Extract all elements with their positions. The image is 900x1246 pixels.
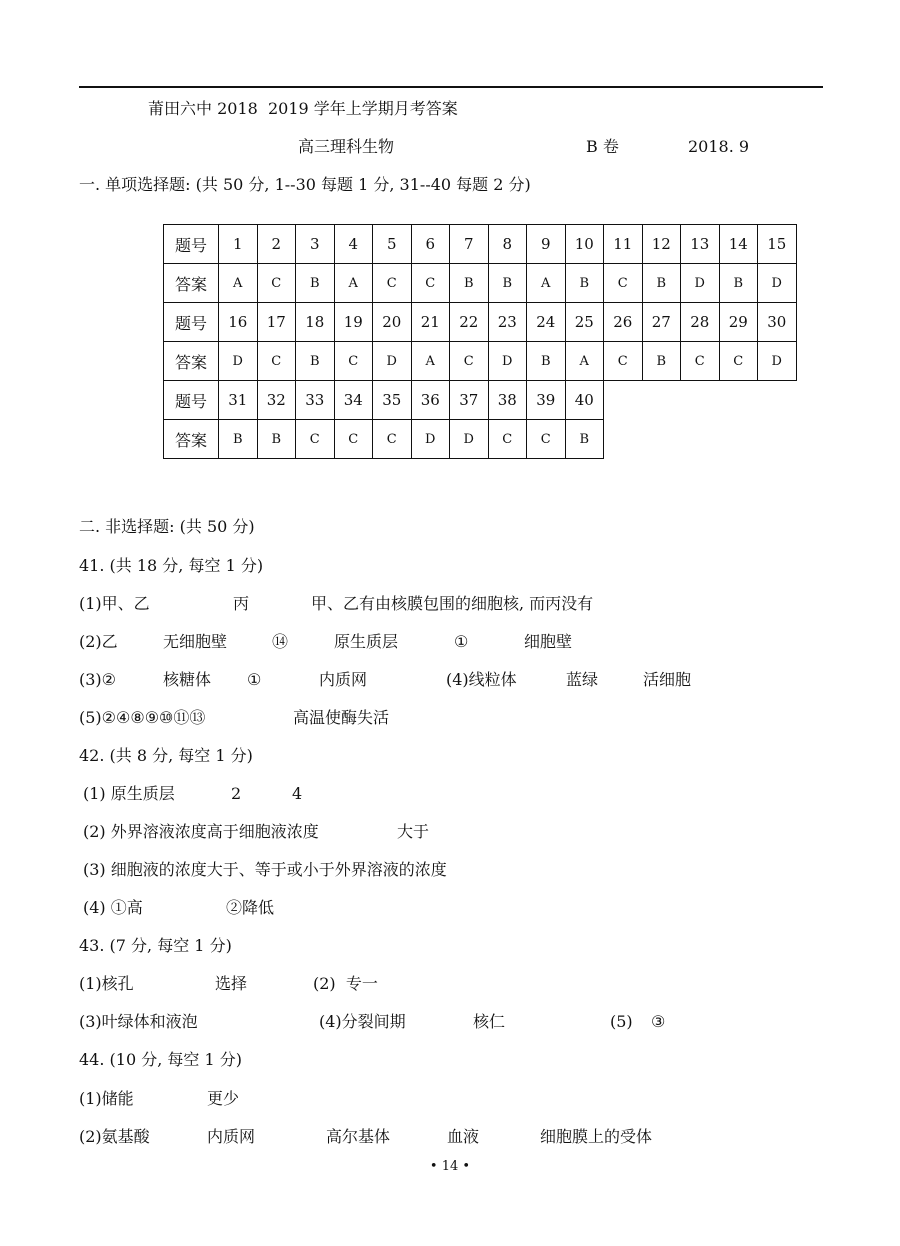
empty-cell [681, 420, 720, 459]
question-number-cell: 11 [604, 225, 643, 264]
answer-letter-cell: C [257, 342, 296, 381]
answer-letter-cell: B [642, 342, 681, 381]
answer-letter-cell: C [334, 342, 373, 381]
question-number-cell: 32 [257, 381, 296, 420]
answer-letter-cell: D [681, 264, 720, 303]
q42-answer-4a: (4) ①高 [83, 898, 143, 917]
answer-row [164, 342, 797, 381]
question-number-cell: 25 [565, 303, 604, 342]
q41-answer-1c: 甲、乙有由核膜包围的细胞核, 而丙没有 [311, 594, 594, 613]
document-title: 莆田六中 2018 2019 学年上学期月考答案 [148, 99, 458, 118]
row-label-question: 题号 [164, 225, 219, 264]
q43-answer-2: (2) 专一 [313, 974, 378, 993]
question-number-cell: 20 [373, 303, 412, 342]
q44-answer-2e: 细胞膜上的受体 [540, 1127, 653, 1146]
q41-answer-2c: ⑭ [272, 632, 289, 651]
answer-letter-cell: B [219, 420, 258, 459]
answer-letter-cell: B [488, 264, 527, 303]
answer-letter-cell: C [257, 264, 296, 303]
q43-heading: 43. (7 分, 每空 1 分) [79, 936, 232, 955]
answer-letter-cell: C [604, 264, 643, 303]
q42-heading: 42. (共 8 分, 每空 1 分) [79, 746, 253, 765]
answer-letter-cell: A [565, 342, 604, 381]
question-number-cell: 6 [411, 225, 450, 264]
answer-letter-cell: C [450, 342, 489, 381]
question-number-cell: 26 [604, 303, 643, 342]
empty-cell [604, 381, 643, 420]
q43-answer-5: ③ [651, 1012, 666, 1031]
q43-answer-5-label: (5) [610, 1012, 633, 1031]
q44-answer-2a: (2)氨基酸 [79, 1127, 150, 1146]
question-number-cell: 16 [219, 303, 258, 342]
question-number-cell: 7 [450, 225, 489, 264]
q42-answer-3: (3) 细胞液的浓度大于、等于或小于外界溶液的浓度 [83, 860, 447, 879]
q41-answer-2e: ① [454, 632, 469, 651]
question-number-cell: 12 [642, 225, 681, 264]
question-number-row [164, 381, 797, 420]
row-label-answer: 答案 [164, 342, 219, 381]
q44-answer-2b: 内质网 [207, 1127, 256, 1146]
question-number-cell: 29 [719, 303, 758, 342]
q42-answer-1a: (1) 原生质层 [83, 784, 175, 803]
question-number-cell: 36 [411, 381, 450, 420]
q43-answer-1a: (1)核孔 [79, 974, 134, 993]
answer-letter-cell: D [450, 420, 489, 459]
empty-cell [758, 381, 797, 420]
q44-answer-2c: 高尔基体 [326, 1127, 391, 1146]
question-number-cell: 15 [758, 225, 797, 264]
answer-letter-cell: D [373, 342, 412, 381]
section1-heading: 一. 单项选择题: (共 50 分, 1--30 每题 1 分, 31--40 每题 2 分) [79, 175, 531, 194]
answer-table [163, 224, 797, 459]
question-number-cell: 27 [642, 303, 681, 342]
question-number-cell: 30 [758, 303, 797, 342]
q41-answer-2f: 细胞壁 [524, 632, 573, 651]
answer-letter-cell: B [296, 342, 335, 381]
q44-answer-1a: (1)储能 [79, 1089, 134, 1108]
row-label-answer: 答案 [164, 264, 219, 303]
answer-letter-cell: D [411, 420, 450, 459]
empty-cell [719, 381, 758, 420]
question-number-cell: 9 [527, 225, 566, 264]
q41-answer-4c: 活细胞 [643, 670, 692, 689]
q43-answer-1b: 选择 [215, 974, 248, 993]
answer-letter-cell: C [681, 342, 720, 381]
q41-answer-4a: (4)线粒体 [446, 670, 517, 689]
question-number-row [164, 225, 797, 264]
answer-letter-cell: B [565, 420, 604, 459]
q41-answer-2a: (2)乙 [79, 632, 118, 651]
question-number-cell: 35 [373, 381, 412, 420]
question-number-cell: 33 [296, 381, 335, 420]
question-number-cell: 40 [565, 381, 604, 420]
q41-answer-3c: ① [247, 670, 262, 689]
answer-letter-cell: C [527, 420, 566, 459]
q44-heading: 44. (10 分, 每空 1 分) [79, 1050, 242, 1069]
q42-answer-2b: 大于 [397, 822, 430, 841]
q41-answer-2d: 原生质层 [334, 632, 399, 651]
empty-cell [681, 381, 720, 420]
answer-letter-cell: C [604, 342, 643, 381]
q42-answer-1c: 4 [292, 784, 303, 803]
answer-letter-cell: A [411, 342, 450, 381]
answer-letter-cell: B [257, 420, 296, 459]
question-number-cell: 1 [219, 225, 258, 264]
q41-answer-5b: 高温使酶失活 [293, 708, 390, 727]
row-label-question: 题号 [164, 303, 219, 342]
answer-letter-cell: C [719, 342, 758, 381]
question-number-row [164, 303, 797, 342]
q43-answer-4a: (4)分裂间期 [319, 1012, 406, 1031]
question-number-cell: 23 [488, 303, 527, 342]
answer-letter-cell: C [411, 264, 450, 303]
answer-letter-cell: D [488, 342, 527, 381]
answer-letter-cell: D [758, 342, 797, 381]
answer-row [164, 264, 797, 303]
question-number-cell: 39 [527, 381, 566, 420]
q41-answer-3b: 核糖体 [163, 670, 212, 689]
page-number: • 14 • [429, 1159, 471, 1174]
q44-answer-1b: 更少 [207, 1089, 240, 1108]
answer-letter-cell: C [488, 420, 527, 459]
question-number-cell: 4 [334, 225, 373, 264]
q41-answer-2b: 无细胞壁 [163, 632, 228, 651]
empty-cell [719, 420, 758, 459]
answer-letter-cell: C [334, 420, 373, 459]
q41-answer-1b: 丙 [233, 594, 250, 613]
question-number-cell: 5 [373, 225, 412, 264]
empty-cell [642, 381, 681, 420]
answer-row [164, 420, 797, 459]
question-number-cell: 37 [450, 381, 489, 420]
q41-answer-5a: (5)②④⑧⑨⑩⑪⑬ [79, 708, 206, 727]
answer-letter-cell: D [219, 342, 258, 381]
answer-letter-cell: B [719, 264, 758, 303]
row-label-question: 题号 [164, 381, 219, 420]
question-number-cell: 19 [334, 303, 373, 342]
paper-version: B 卷 [586, 137, 619, 156]
empty-cell [758, 420, 797, 459]
q42-answer-4b: ②降低 [226, 898, 275, 917]
answer-letter-cell: B [296, 264, 335, 303]
subject-label: 高三理科生物 [298, 137, 395, 156]
q41-answer-4b: 蓝绿 [566, 670, 599, 689]
question-number-cell: 10 [565, 225, 604, 264]
empty-cell [642, 420, 681, 459]
header-rule [79, 86, 823, 88]
answer-letter-cell: D [758, 264, 797, 303]
q41-answer-3d: 内质网 [319, 670, 368, 689]
answer-letter-cell: A [527, 264, 566, 303]
answer-letter-cell: C [296, 420, 335, 459]
q44-answer-2d: 血液 [447, 1127, 480, 1146]
q41-answer-1a: (1)甲、乙 [79, 594, 150, 613]
question-number-cell: 21 [411, 303, 450, 342]
question-number-cell: 18 [296, 303, 335, 342]
question-number-cell: 34 [334, 381, 373, 420]
question-number-cell: 2 [257, 225, 296, 264]
question-number-cell: 17 [257, 303, 296, 342]
question-number-cell: 14 [719, 225, 758, 264]
q42-answer-1b: 2 [231, 784, 242, 803]
q41-heading: 41. (共 18 分, 每空 1 分) [79, 556, 264, 575]
question-number-cell: 8 [488, 225, 527, 264]
answer-letter-cell: B [527, 342, 566, 381]
q41-answer-3a: (3)② [79, 670, 117, 689]
q43-answer-3: (3)叶绿体和液泡 [79, 1012, 198, 1031]
empty-cell [604, 420, 643, 459]
answer-letter-cell: C [373, 264, 412, 303]
row-label-answer: 答案 [164, 420, 219, 459]
q43-answer-4b: 核仁 [473, 1012, 506, 1031]
question-number-cell: 31 [219, 381, 258, 420]
question-number-cell: 28 [681, 303, 720, 342]
answer-letter-cell: B [565, 264, 604, 303]
answer-letter-cell: C [373, 420, 412, 459]
answer-letter-cell: B [450, 264, 489, 303]
answer-letter-cell: B [642, 264, 681, 303]
answer-letter-cell: A [219, 264, 258, 303]
question-number-cell: 24 [527, 303, 566, 342]
question-number-cell: 38 [488, 381, 527, 420]
answer-letter-cell: A [334, 264, 373, 303]
q42-answer-2a: (2) 外界溶液浓度高于细胞液浓度 [83, 822, 319, 841]
question-number-cell: 3 [296, 225, 335, 264]
question-number-cell: 22 [450, 303, 489, 342]
question-number-cell: 13 [681, 225, 720, 264]
exam-date: 2018. 9 [688, 137, 750, 156]
section2-heading: 二. 非选择题: (共 50 分) [79, 517, 255, 536]
